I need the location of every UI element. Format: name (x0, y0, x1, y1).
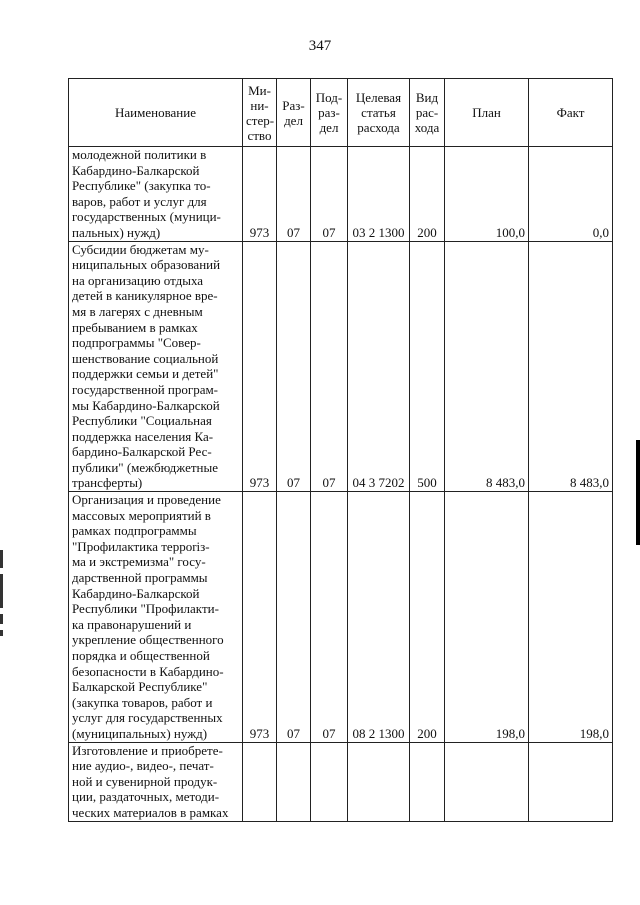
row-plan: 198,0 (445, 492, 529, 743)
row-fact (529, 742, 613, 821)
row-subsection (311, 742, 348, 821)
scan-edge-mark (636, 440, 640, 545)
table-row (69, 241, 613, 492)
header-subsection: Под- раз- дел (311, 79, 348, 147)
row-ministry (243, 742, 277, 821)
header-section: Раз- дел (277, 79, 311, 147)
row-type (410, 742, 445, 821)
budget-table (68, 78, 613, 822)
row-fact: 0,0 (529, 147, 613, 242)
row-target: 08 2 1300 (348, 492, 410, 743)
row-plan (445, 742, 529, 821)
row-subsection: 07 (311, 241, 348, 492)
header-type: Вид рас- хода (410, 79, 445, 147)
scan-left-edge-marks (0, 550, 4, 660)
row-target (348, 742, 410, 821)
row-name: Организация и проведение массовых мероприятий в рамках подпрограммы "Профилактика терроriз- ма и экстремизма" госу- дарственной программы Кабардино-Балкарской Республики "Профилакти- ка правонарушений и укрепление общественного порядка и общественной безопасности в Кабардино- Балкарской Республике" (закупка товаров, работ и услуг для государственных (муниципальных) нужд) (69, 492, 243, 743)
row-name: молодежной политики в Кабардино-Балкарской Республике" (закупка то- варов, работ и услуг для государственных (муници- пальных) нужд) (69, 147, 243, 242)
row-subsection: 07 (311, 147, 348, 242)
row-fact: 8 483,0 (529, 241, 613, 492)
row-type: 200 (410, 492, 445, 743)
row-name: Изготовление и приобрете- ние аудио-, видео-, печат- ной и сувенирной продук- ции, раздаточных, методи- ческих материалов в рамках (69, 742, 243, 821)
page-number: 347 (308, 38, 332, 54)
header-plan: План (445, 79, 529, 147)
header-fact: Факт (529, 79, 613, 147)
row-section: 07 (277, 492, 311, 743)
row-ministry: 973 (243, 492, 277, 743)
row-plan: 8 483,0 (445, 241, 529, 492)
table-row (69, 492, 613, 743)
row-target: 03 2 1300 (348, 147, 410, 242)
table-row (69, 742, 613, 821)
header-ministry: Ми- ни- стер- ство (243, 79, 277, 147)
header-target: Целевая статья расхода (348, 79, 410, 147)
row-ministry: 973 (243, 147, 277, 242)
row-type: 200 (410, 147, 445, 242)
row-section: 07 (277, 147, 311, 242)
row-section: 07 (277, 241, 311, 492)
row-type: 500 (410, 241, 445, 492)
row-name: Субсидии бюджетам му- ниципальных образований на организацию отдыха детей в каникулярное вре- мя в лагерях с дневным пребыванием в рамках подпрограммы "Совер- шенствование социальной поддержки семьи и детей" государственной програм- мы Кабардино-Балкарской Республики "Социальная поддержка населения Ка- бардино-Балкарской Рес- публики" (межбюджетные трансферты) (69, 241, 243, 492)
row-fact: 198,0 (529, 492, 613, 743)
header-name: Наименование (69, 79, 243, 147)
row-ministry: 973 (243, 241, 277, 492)
row-plan: 100,0 (445, 147, 529, 242)
row-subsection: 07 (311, 492, 348, 743)
table-header-row (69, 79, 613, 147)
row-target: 04 3 7202 (348, 241, 410, 492)
table-row (69, 147, 613, 242)
row-section (277, 742, 311, 821)
